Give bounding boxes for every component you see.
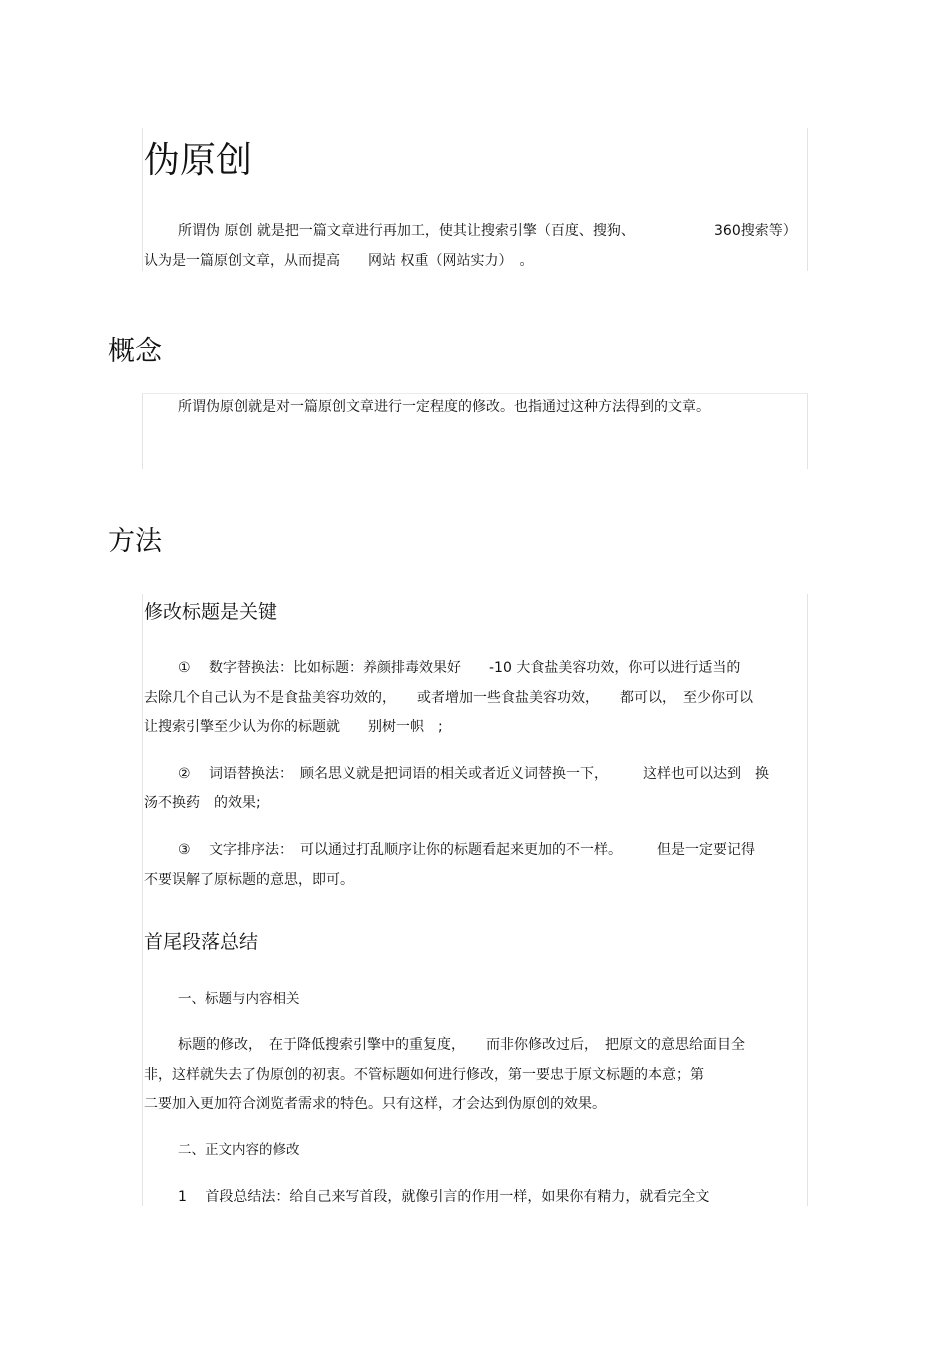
- intro-line-2: 认为是一篇原创文章，从而提高 网站 权重（网站实力） 。: [144, 253, 534, 269]
- concept-heading: 概念: [108, 336, 162, 367]
- point1-line-1: 标题的修改， 在于降低搜索引擎中的重复度， 而非你修改过后， 把原文的意思给面目全: [178, 1037, 745, 1053]
- item2-line-2: 汤不换药 的效果;: [144, 795, 261, 811]
- item1-line-3: 让搜索引擎至少认为你的标题就 别树一帜 ;: [144, 719, 443, 735]
- paragraph-summary-heading: 首尾段落总结: [144, 931, 259, 953]
- point1-title: 一、标题与内容相关: [178, 991, 300, 1007]
- method-heading: 方法: [108, 526, 162, 557]
- item1-line-2: 去除几个自己认为不是食盐美容功效的， 或者增加一些食盐美容功效， 都可以， 至少你可以: [144, 690, 753, 706]
- intro-line-1-tail: 360搜索等）: [714, 223, 797, 239]
- concept-text: 所谓伪原创就是对一篇原创文章进行一定程度的修改。也指通过这种方法得到的文章。: [178, 399, 710, 415]
- item2-line-1: ② 词语替换法： 顾名思义就是把词语的相关或者近义词替换一下， 这样也可以达到 换: [178, 766, 769, 782]
- item3-line-1: ③ 文字排序法： 可以通过打乱顺序让你的标题看起来更加的不一样。 但是一定要记得: [178, 842, 755, 858]
- point2-title: 二、正文内容的修改: [178, 1142, 300, 1158]
- point1-line-3: 二要加入更加符合浏览者需求的特色。只有这样，才会达到伪原创的效果。: [144, 1096, 606, 1112]
- point2-item-1: 1 首段总结法：给自己来写首段，就像引言的作用一样，如果你有精力，就看完全文: [178, 1189, 710, 1205]
- title-edit-heading: 修改标题是关键: [144, 601, 278, 623]
- intro-line-1: 所谓伪 原创 就是把一篇文章进行再加工，使其让搜索引擎（百度、搜狗、: [178, 223, 635, 239]
- page-title: 伪原创: [144, 140, 253, 181]
- item3-line-2: 不要误解了原标题的意思，即可。: [144, 872, 354, 888]
- item1-line-1: ① 数字替换法：比如标题：养颜排毒效果好 -10 大食盐美容功效，你可以进行适当的: [178, 660, 741, 676]
- point1-line-2: 非，这样就失去了伪原创的初衷。不管标题如何进行修改，第一要忠于原文标题的本意；第: [144, 1067, 704, 1083]
- method-frame: [142, 594, 808, 1206]
